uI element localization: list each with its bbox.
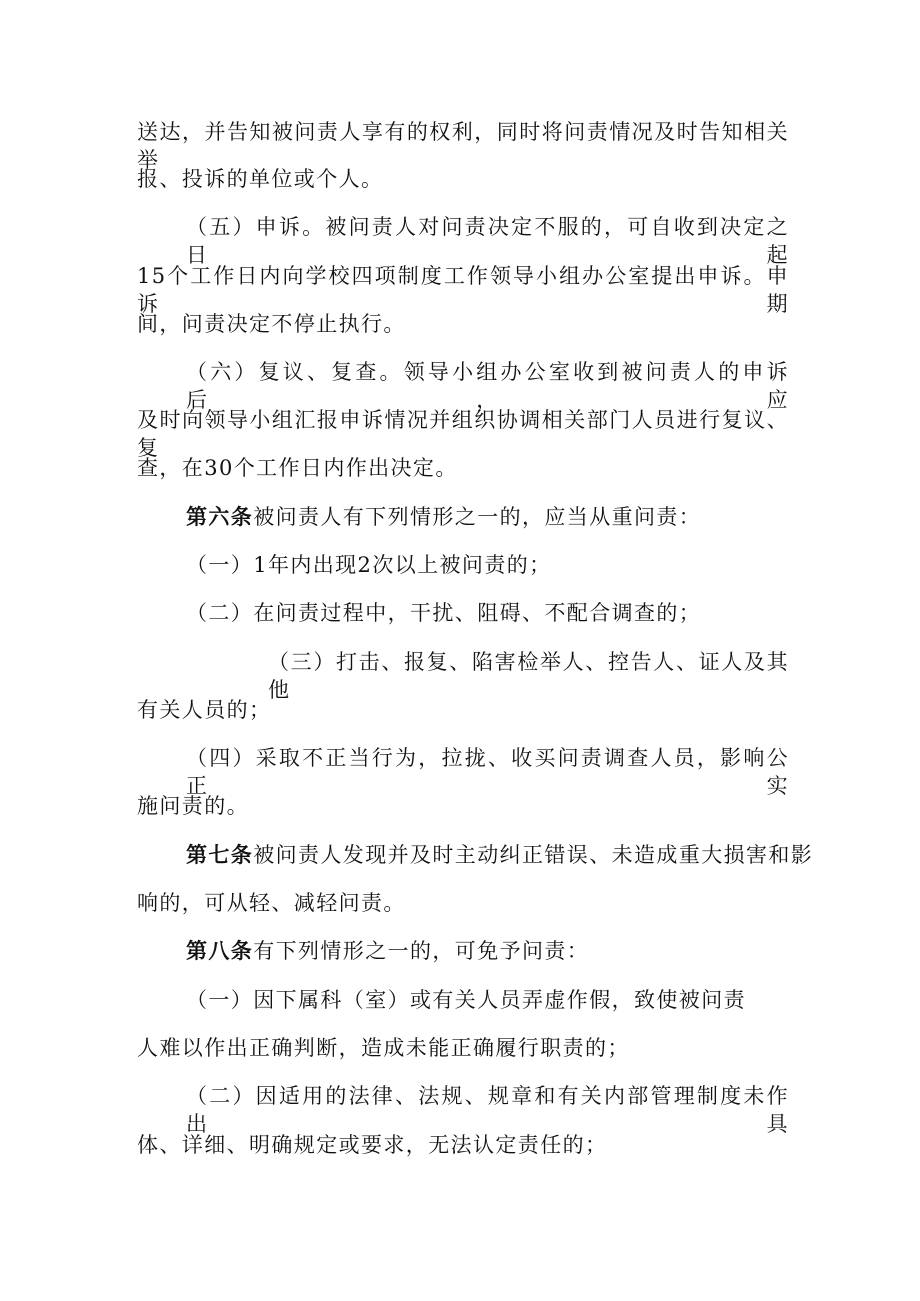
paragraph-line: （二）在问责过程中，干扰、阻碍、不配合调查的； — [186, 601, 702, 625]
paragraph-line: 体、详细、明确规定或要求，无法认定责任的； — [137, 1133, 608, 1157]
article-eight-text: 有下列情形之一的，可免予问责： — [253, 939, 590, 963]
paragraph-line: 施问责的。 — [137, 794, 249, 818]
article-six-text: 被问责人有下列情形之一的，应当从重问责： — [253, 505, 702, 529]
paragraph-line: （四）采取不正当行为，拉拢、收买问责调查人员，影响公正实 — [186, 746, 789, 798]
paragraph-line: 报、投诉的单位或个人。 — [137, 167, 384, 191]
paragraph-line: 有关人员的； — [137, 698, 272, 722]
paragraph-line: 人难以作出正确判断，造成未能正确履行职责的； — [137, 1036, 630, 1060]
article-seven-text: 被问责人发现并及时主动纠正错误、未造成重大损害和影 — [253, 843, 814, 867]
article-seven-line — [186, 841, 814, 869]
paragraph-line: （六）复议、复查。领导小组办公室收到被问责人的申诉后，应 — [186, 360, 789, 412]
paragraph-line: （五）申诉。被问责人对问责决定不服的，可自收到决定之日起 — [186, 215, 789, 267]
paragraph-line: 响的，可从轻、减轻问责。 — [137, 891, 406, 915]
article-six-line — [186, 503, 701, 531]
paragraph-line: 15个工作日内向学校四项制度工作领导小组办公室提出申诉。申诉期 — [137, 264, 789, 316]
paragraph-line: （一）因下属科（室）或有关人员弄虚作假，致使被问责 — [186, 988, 746, 1012]
paragraph-line: 查，在30个工作日内作出决定。 — [137, 456, 458, 480]
paragraph-line: 及时向领导小组汇报申诉情况并组织协调相关部门人员进行复议、复 — [137, 408, 789, 460]
paragraph-line: （三）打击、报复、陷害检举人、控告人、证人及其他 — [268, 650, 789, 702]
paragraph-line: （一）1年内出现2次以上被问责的； — [186, 553, 552, 577]
paragraph-line: （二）因适用的法律、法规、规章和有关内部管理制度未作出具 — [186, 1084, 789, 1136]
paragraph-line: 送达，并告知被问责人享有的权利，同时将问责情况及时告知相关举 — [137, 120, 789, 172]
article-seven-label: 第七条 — [186, 842, 254, 867]
article-eight-label: 第八条 — [186, 938, 254, 963]
article-eight-line — [186, 937, 589, 965]
paragraph-line: 间，问责决定不停止执行。 — [137, 312, 406, 336]
article-six-label: 第六条 — [186, 504, 254, 529]
